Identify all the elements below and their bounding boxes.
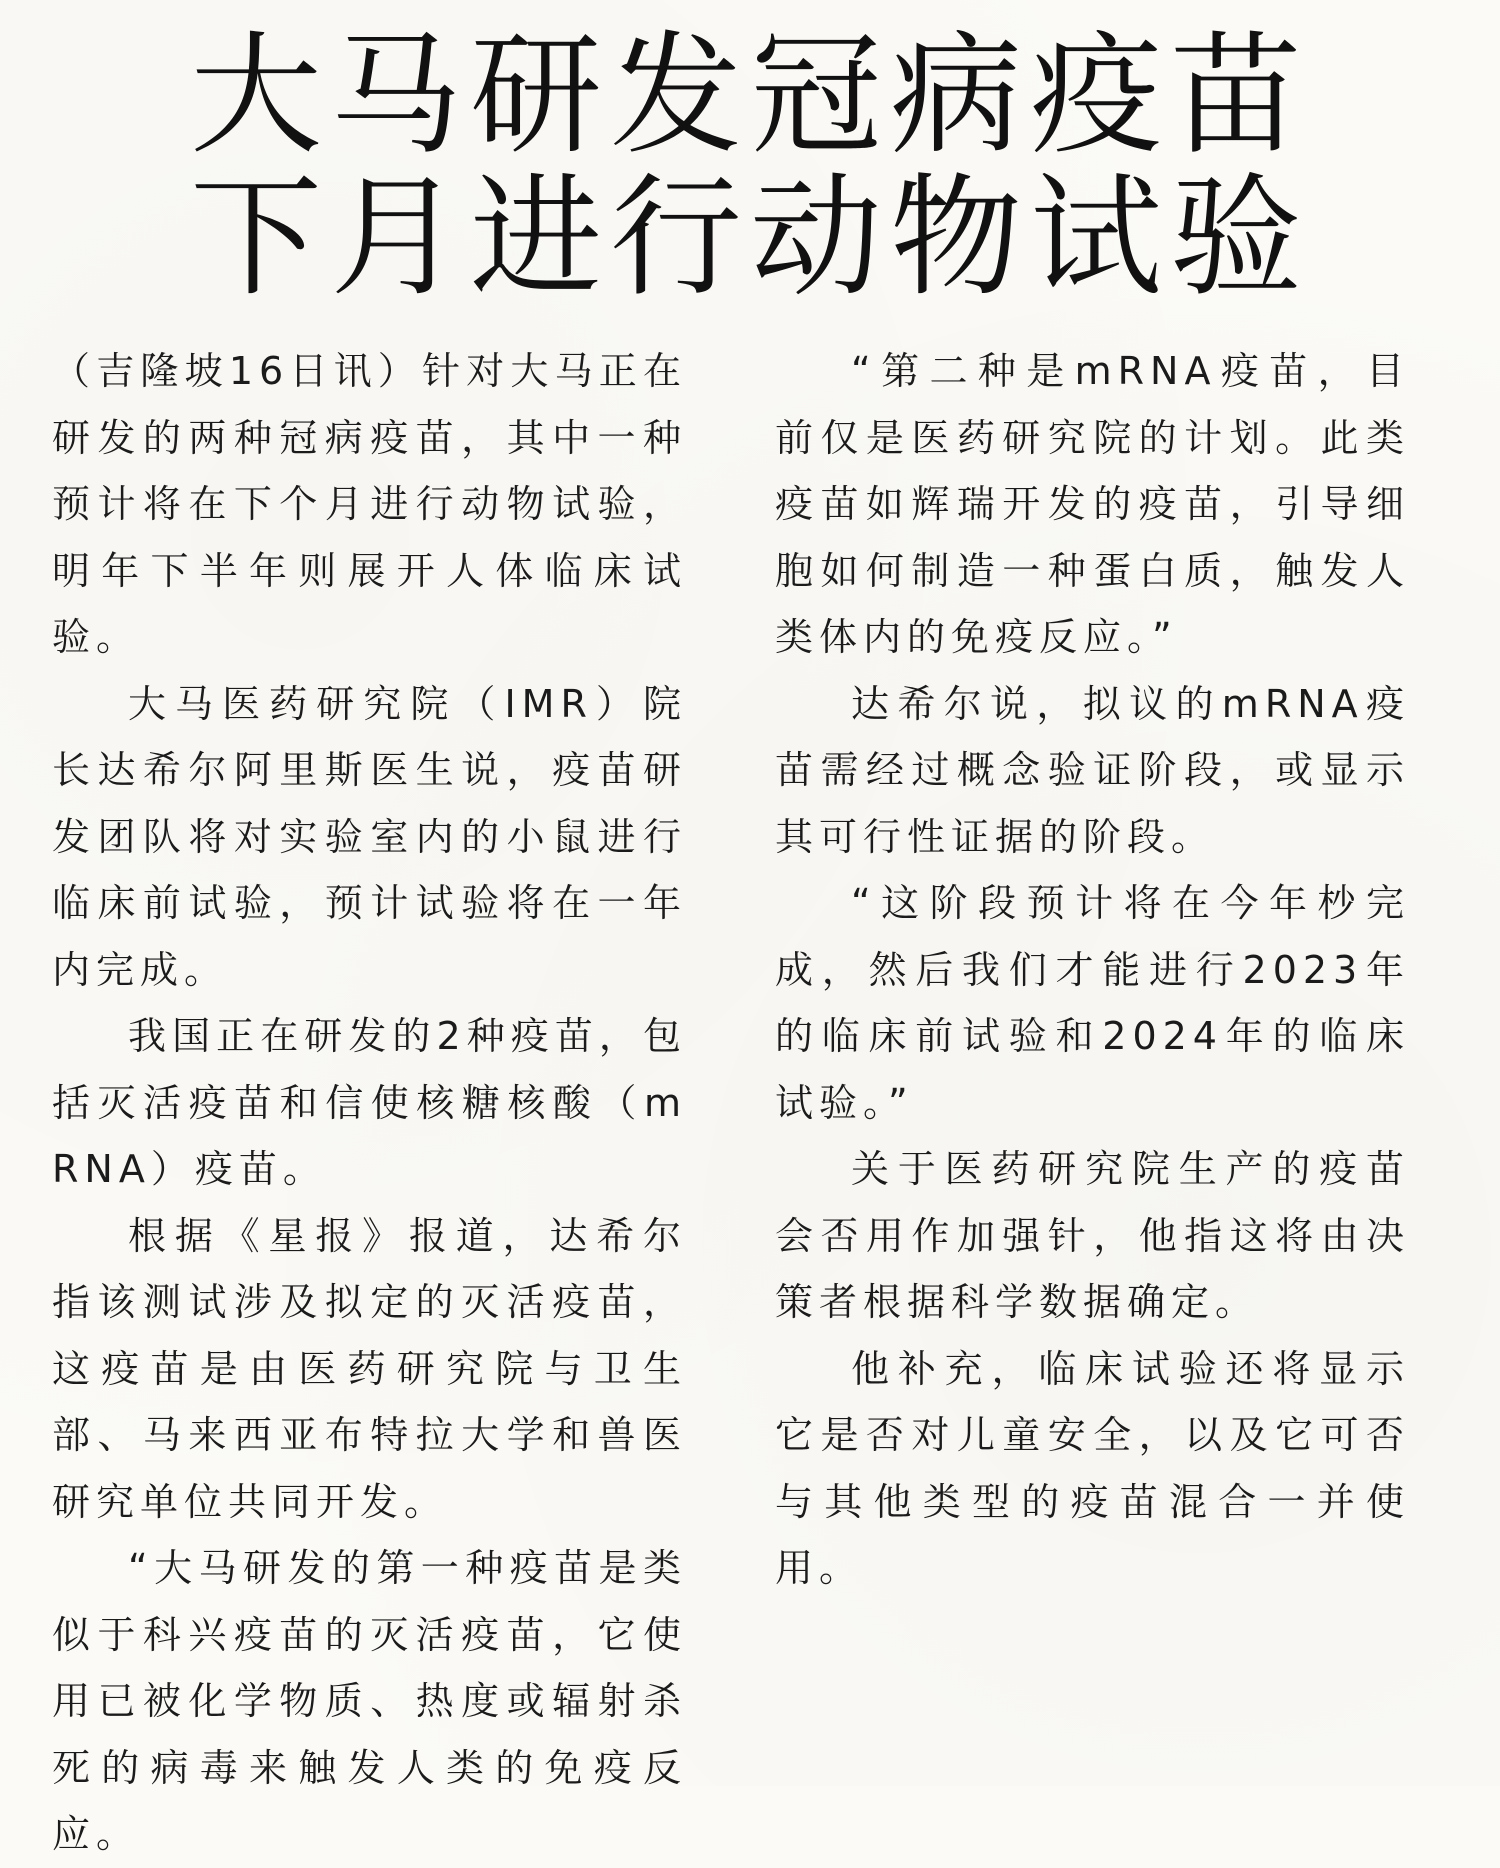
article-paragraph-dateline: （吉隆坡16日讯）针对大马正在研发的两种冠病疫苗，其中一种预计将在下个月进行动物试验，明年下半年则展开人体临床试验。 — [52, 349, 687, 659]
article-paragraph: “这阶段预计将在今年杪完成，然后我们才能进行2023年的临床前试验和2024年的临床试验。” — [775, 881, 1410, 1125]
headline-line-2: 下月进行动物试验 — [190, 161, 1310, 315]
article-paragraph: “第二种是mRNA疫苗，目前仅是医药研究院的计划。此类疫苗如辉瑞开发的疫苗，引导细胞如何制造一种蛋白质，触发人类体内的免疫反应。” — [775, 349, 1410, 659]
article-paragraph: 达希尔说，拟议的mRNA疫苗需经过概念验证阶段，或显示其可行性证据的阶段。 — [775, 681, 1410, 859]
article-paragraph: 他补充，临床试验还将显示它是否对儿童安全，以及它可否与其他类型的疫苗混合一并使用。 — [775, 1346, 1410, 1590]
article-paragraph: 关于医药研究院生产的疫苗会否用作加强针，他指这将由决策者根据科学数据确定。 — [775, 1147, 1410, 1324]
article-paragraph: 根据《星报》报道，达希尔指该测试涉及拟定的灭活疫苗，这疫苗是由医药研究院与卫生部、马来西亚布特拉大学和兽医研究单位共同开发。 — [52, 1213, 687, 1524]
article-column-right — [775, 338, 1410, 1602]
article-column-left — [52, 338, 687, 1868]
article-paragraph: 大马医药研究院（IMR）院长达希尔阿里斯医生说，疫苗研发团队将对实验室内的小鼠进行临床前试验，预计试验将在一年内完成。 — [52, 681, 687, 992]
article-paragraph-continued: “大马研发的第一种疫苗是类似于科兴疫苗的灭活疫苗，它使用已被化学物质、热度或辐射杀死的病毒来触发人类的免疫反应。 — [52, 1546, 687, 1856]
headline-line-1: 大马研发冠病疫苗 — [190, 19, 1310, 173]
article-paragraph: 我国正在研发的2种疫苗，包括灭活疫苗和信使核糖核酸（mRNA）疫苗。 — [52, 1014, 687, 1191]
